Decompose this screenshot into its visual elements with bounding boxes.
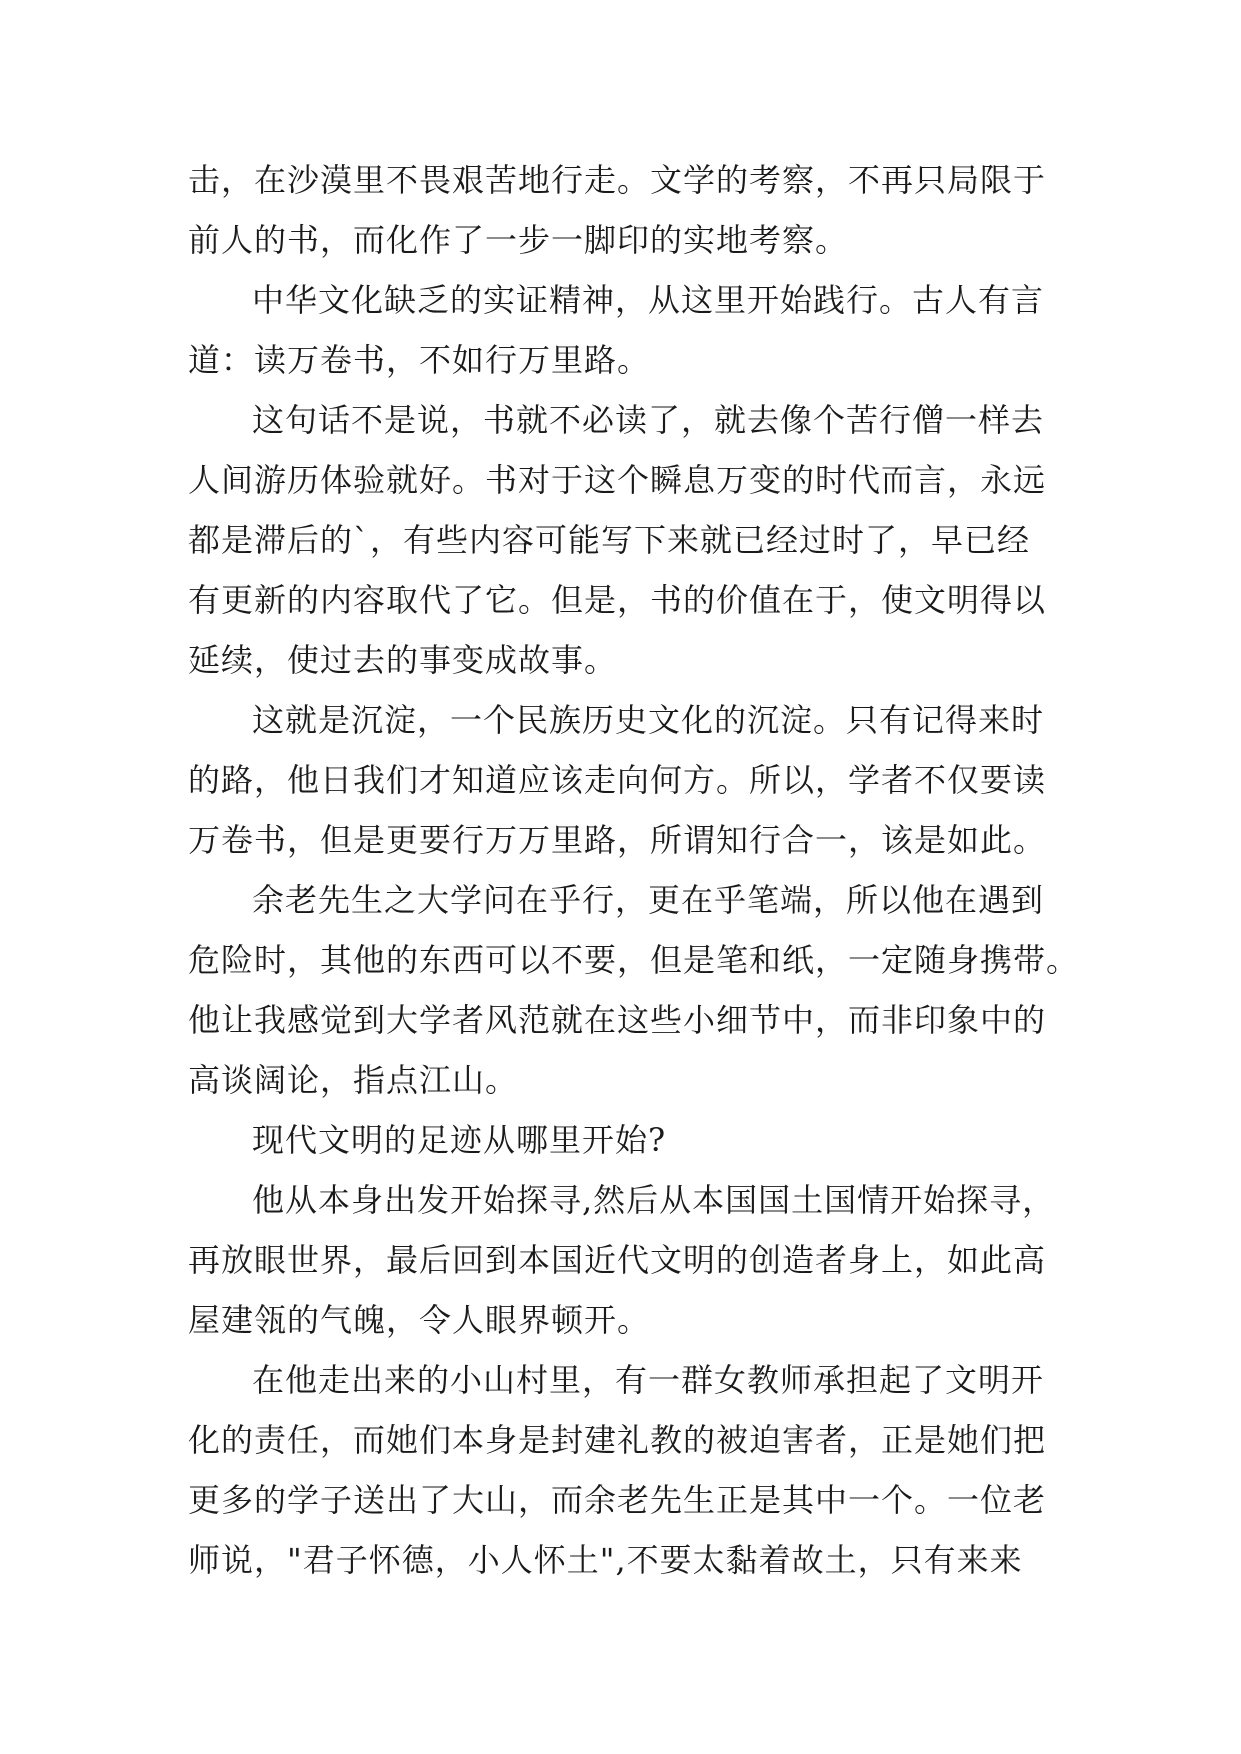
text-line: 他从本身出发开始探寻,然后从本国国土国情开始探寻， [252,1181,1056,1219]
text-line: 万卷书，但是更要行万万里路，所谓知行合一，该是如此。 [188,821,1047,859]
text-line: 他让我感觉到大学者风范就在这些小细节中，而非印象中的 [188,1001,1047,1039]
text-line: 余老先生之大学问在乎行，更在乎笔端，所以他在遇到 [252,881,1045,919]
text-line: 道：读万卷书，不如行万里路。 [188,341,651,379]
text-line: 前人的书，而化作了一步一脚印的实地考察。 [188,221,849,259]
text-line: 都是滞后的`，有些内容可能写下来就已经过时了，早已经 [188,521,1031,559]
text-line: 再放眼世界，最后回到本国近代文明的创造者身上，如此高 [188,1241,1047,1279]
paragraph [188,150,1068,270]
paragraph [188,270,1068,390]
text-line: 延续，使过去的事变成故事。 [188,641,618,679]
text-line: 的路，他日我们才知道应该走向何方。所以，学者不仅要读 [188,761,1047,799]
text-line: 屋建瓴的气魄，令人眼界顿开。 [188,1301,651,1339]
text-line: 高谈阔论，指点江山。 [188,1061,519,1099]
text-line: 这就是沉淀，一个民族历史文化的沉淀。只有记得来时 [252,701,1045,739]
text-line: 人间游历体验就好。书对于这个瞬息万变的时代而言，永远 [188,461,1047,499]
paragraph [188,1170,1068,1350]
body-text [188,150,1080,1590]
paragraph [188,870,1080,1110]
text-line: 更多的学子送出了大山，而余老先生正是其中一个。一位老 [188,1481,1047,1519]
text-line: 化的责任，而她们本身是封建礼教的被迫害者，正是她们把 [188,1421,1047,1459]
text-line: 中华文化缺乏的实证精神，从这里开始践行。古人有言 [252,281,1045,319]
text-line: 危险时，其他的东西可以不要，但是笔和纸，一定随身携带。 [188,941,1080,979]
text-line: 击，在沙漠里不畏艰苦地行走。文学的考察，不再只局限于 [188,161,1047,199]
paragraph [188,1350,1068,1590]
text-line: 师说，"君子怀德，小人怀土",不要太黏着故土，只有来来 [188,1541,1023,1579]
paragraph [188,390,1068,690]
paragraph [188,1110,1068,1170]
text-line: 这句话不是说，书就不必读了，就去像个苦行僧一样去 [252,401,1045,439]
text-line: 现代文明的足迹从哪里开始? [252,1121,667,1159]
text-line: 在他走出来的小山村里，有一群女教师承担起了文明开 [252,1361,1045,1399]
text-line: 有更新的内容取代了它。但是，书的价值在于，使文明得以 [188,581,1047,619]
paragraph [188,690,1068,870]
